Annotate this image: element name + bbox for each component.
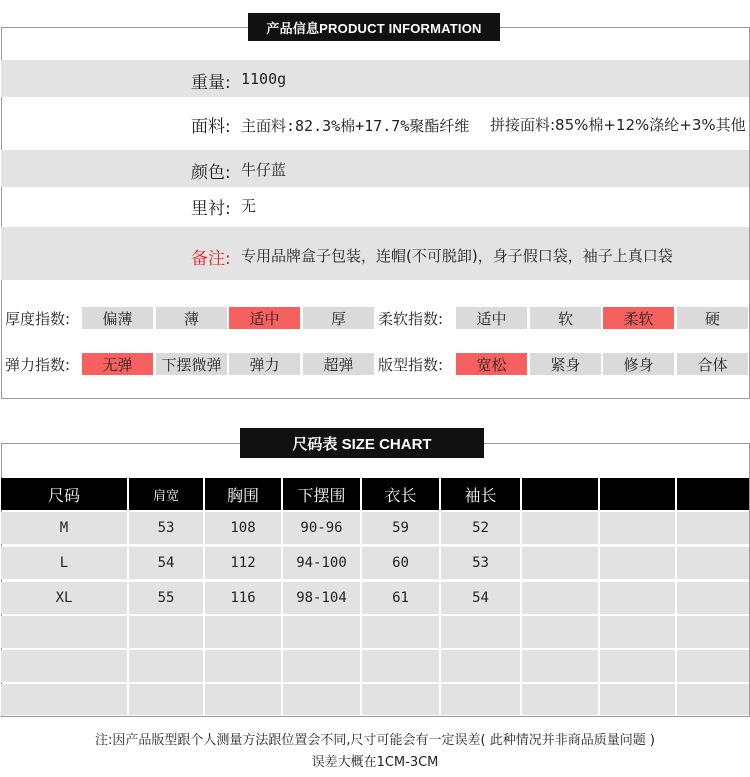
measurement-cell: 53 [441, 547, 520, 579]
measurement-cell: 53 [129, 512, 203, 544]
elasticity-option: 弹力 [229, 353, 300, 375]
lining-value: 无 [241, 197, 257, 215]
thickness-option: 薄 [156, 307, 227, 329]
measurement-cell [129, 684, 203, 715]
measurement-cell: 52 [441, 512, 520, 544]
measurement-cell [677, 684, 749, 715]
measurement-cell [677, 650, 749, 682]
measurement-cell [362, 616, 439, 648]
thickness-index-label: 厚度指数: [5, 310, 71, 328]
measurement-cell [677, 616, 749, 648]
measurement-cell [441, 616, 520, 648]
fabric-label: 面料: [191, 117, 231, 137]
remark-row [1, 227, 749, 280]
measurement-cell [600, 650, 675, 682]
size-cell [1, 684, 127, 715]
weight-value: 1100g [241, 70, 287, 88]
measurement-cell: 90-96 [283, 512, 360, 544]
color-value: 牛仔蓝 [241, 161, 287, 179]
fabric-row [1, 100, 749, 148]
fabric-splice-value: 拼接面料:85%棉+12%涤纶+3%其他 [490, 116, 746, 134]
size-cell: XL [1, 582, 127, 614]
measurement-cell [677, 582, 749, 614]
elasticity-option: 下摆微弹 [156, 353, 227, 375]
measurement-cell [522, 512, 598, 544]
measurement-cell: 54 [129, 547, 203, 579]
measurement-cell [283, 684, 360, 715]
fit-option: 合体 [677, 353, 748, 375]
measurement-cell: 116 [205, 582, 281, 614]
fit-option: 紧身 [530, 353, 601, 375]
sleeve-header-cell: 袖长 [441, 478, 520, 510]
softness-option: 硬 [677, 307, 748, 329]
softness-option: 适中 [456, 307, 527, 329]
softness-index-label: 柔软指数: [378, 310, 444, 328]
lining-label: 里衬: [191, 199, 231, 219]
measurement-cell [441, 650, 520, 682]
shoulder-header-cell: 肩宽 [129, 478, 203, 510]
measurement-cell: 59 [362, 512, 439, 544]
measurement-cell: 112 [205, 547, 281, 579]
thickness-option: 偏薄 [82, 307, 153, 329]
measurement-cell [522, 616, 598, 648]
measurement-cell: 55 [129, 582, 203, 614]
elasticity-option-selected: 无弹 [82, 353, 153, 375]
size-chart-title: 尺码表 SIZE CHART [240, 428, 484, 458]
measurement-cell: 108 [205, 512, 281, 544]
measurement-cell [129, 616, 203, 648]
softness-option-selected: 柔软 [603, 307, 674, 329]
thickness-option: 厚 [303, 307, 374, 329]
size-header-cell: 尺码 [1, 478, 127, 510]
fit-option-selected: 宽松 [456, 353, 527, 375]
measurement-cell [205, 650, 281, 682]
fabric-main-value: 主面料:82.3%棉+17.7%聚酯纤维 [241, 117, 470, 135]
hem-header-cell: 下摆围 [283, 478, 360, 510]
empty-header-cell [600, 478, 675, 510]
measurement-cell [600, 684, 675, 715]
elasticity-option: 超弹 [303, 353, 374, 375]
measurement-cell [522, 582, 598, 614]
measurement-cell [362, 684, 439, 715]
color-row [1, 150, 749, 187]
measurement-cell: 94-100 [283, 547, 360, 579]
measurement-cell [677, 547, 749, 579]
weight-label: 重量: [191, 73, 231, 93]
remark-label: 备注: [191, 249, 231, 269]
remark-value: 专用品牌盒子包装，连帽(不可脱卸)，身子假口袋，袖子上真口袋 [241, 247, 673, 265]
error-range-note: 误差大概在1CM-3CM [311, 755, 439, 770]
size-cell [1, 650, 127, 682]
measurement-cell [600, 616, 675, 648]
measurement-cell [522, 547, 598, 579]
color-label: 颜色: [191, 163, 231, 183]
empty-header-cell [677, 478, 749, 510]
measurement-cell: 98-104 [283, 582, 360, 614]
measurement-cell: 61 [362, 582, 439, 614]
fit-option: 修身 [603, 353, 674, 375]
measurement-cell [283, 616, 360, 648]
size-cell [1, 616, 127, 648]
weight-row [1, 60, 749, 97]
fit-index-label: 版型指数: [378, 356, 444, 374]
product-info-title: 产品信息PRODUCT INFORMATION [248, 13, 500, 41]
measurement-cell [522, 684, 598, 715]
lining-row [1, 187, 749, 225]
size-cell: L [1, 547, 127, 579]
length-header-cell: 衣长 [362, 478, 439, 510]
measurement-cell [205, 684, 281, 715]
elasticity-index-label: 弹力指数: [5, 356, 71, 374]
measurement-cell [205, 616, 281, 648]
measurement-cell [129, 650, 203, 682]
thickness-option-selected: 适中 [229, 307, 300, 329]
chest-header-cell: 胸围 [205, 478, 281, 510]
measurement-cell [600, 512, 675, 544]
softness-option: 软 [530, 307, 601, 329]
measurement-cell [600, 582, 675, 614]
measurement-cell [362, 650, 439, 682]
measurement-cell: 60 [362, 547, 439, 579]
measurement-cell [522, 650, 598, 682]
measurement-cell [441, 684, 520, 715]
empty-header-cell [522, 478, 598, 510]
size-cell: M [1, 512, 127, 544]
measurement-cell [677, 512, 749, 544]
measurement-note: 注:因产品版型跟个人测量方法跟位置会不同,尺寸可能会有一定误差( 此种情况并非商品质量问题 ) [95, 733, 655, 748]
measurement-cell [600, 547, 675, 579]
measurement-cell [283, 650, 360, 682]
measurement-cell: 54 [441, 582, 520, 614]
